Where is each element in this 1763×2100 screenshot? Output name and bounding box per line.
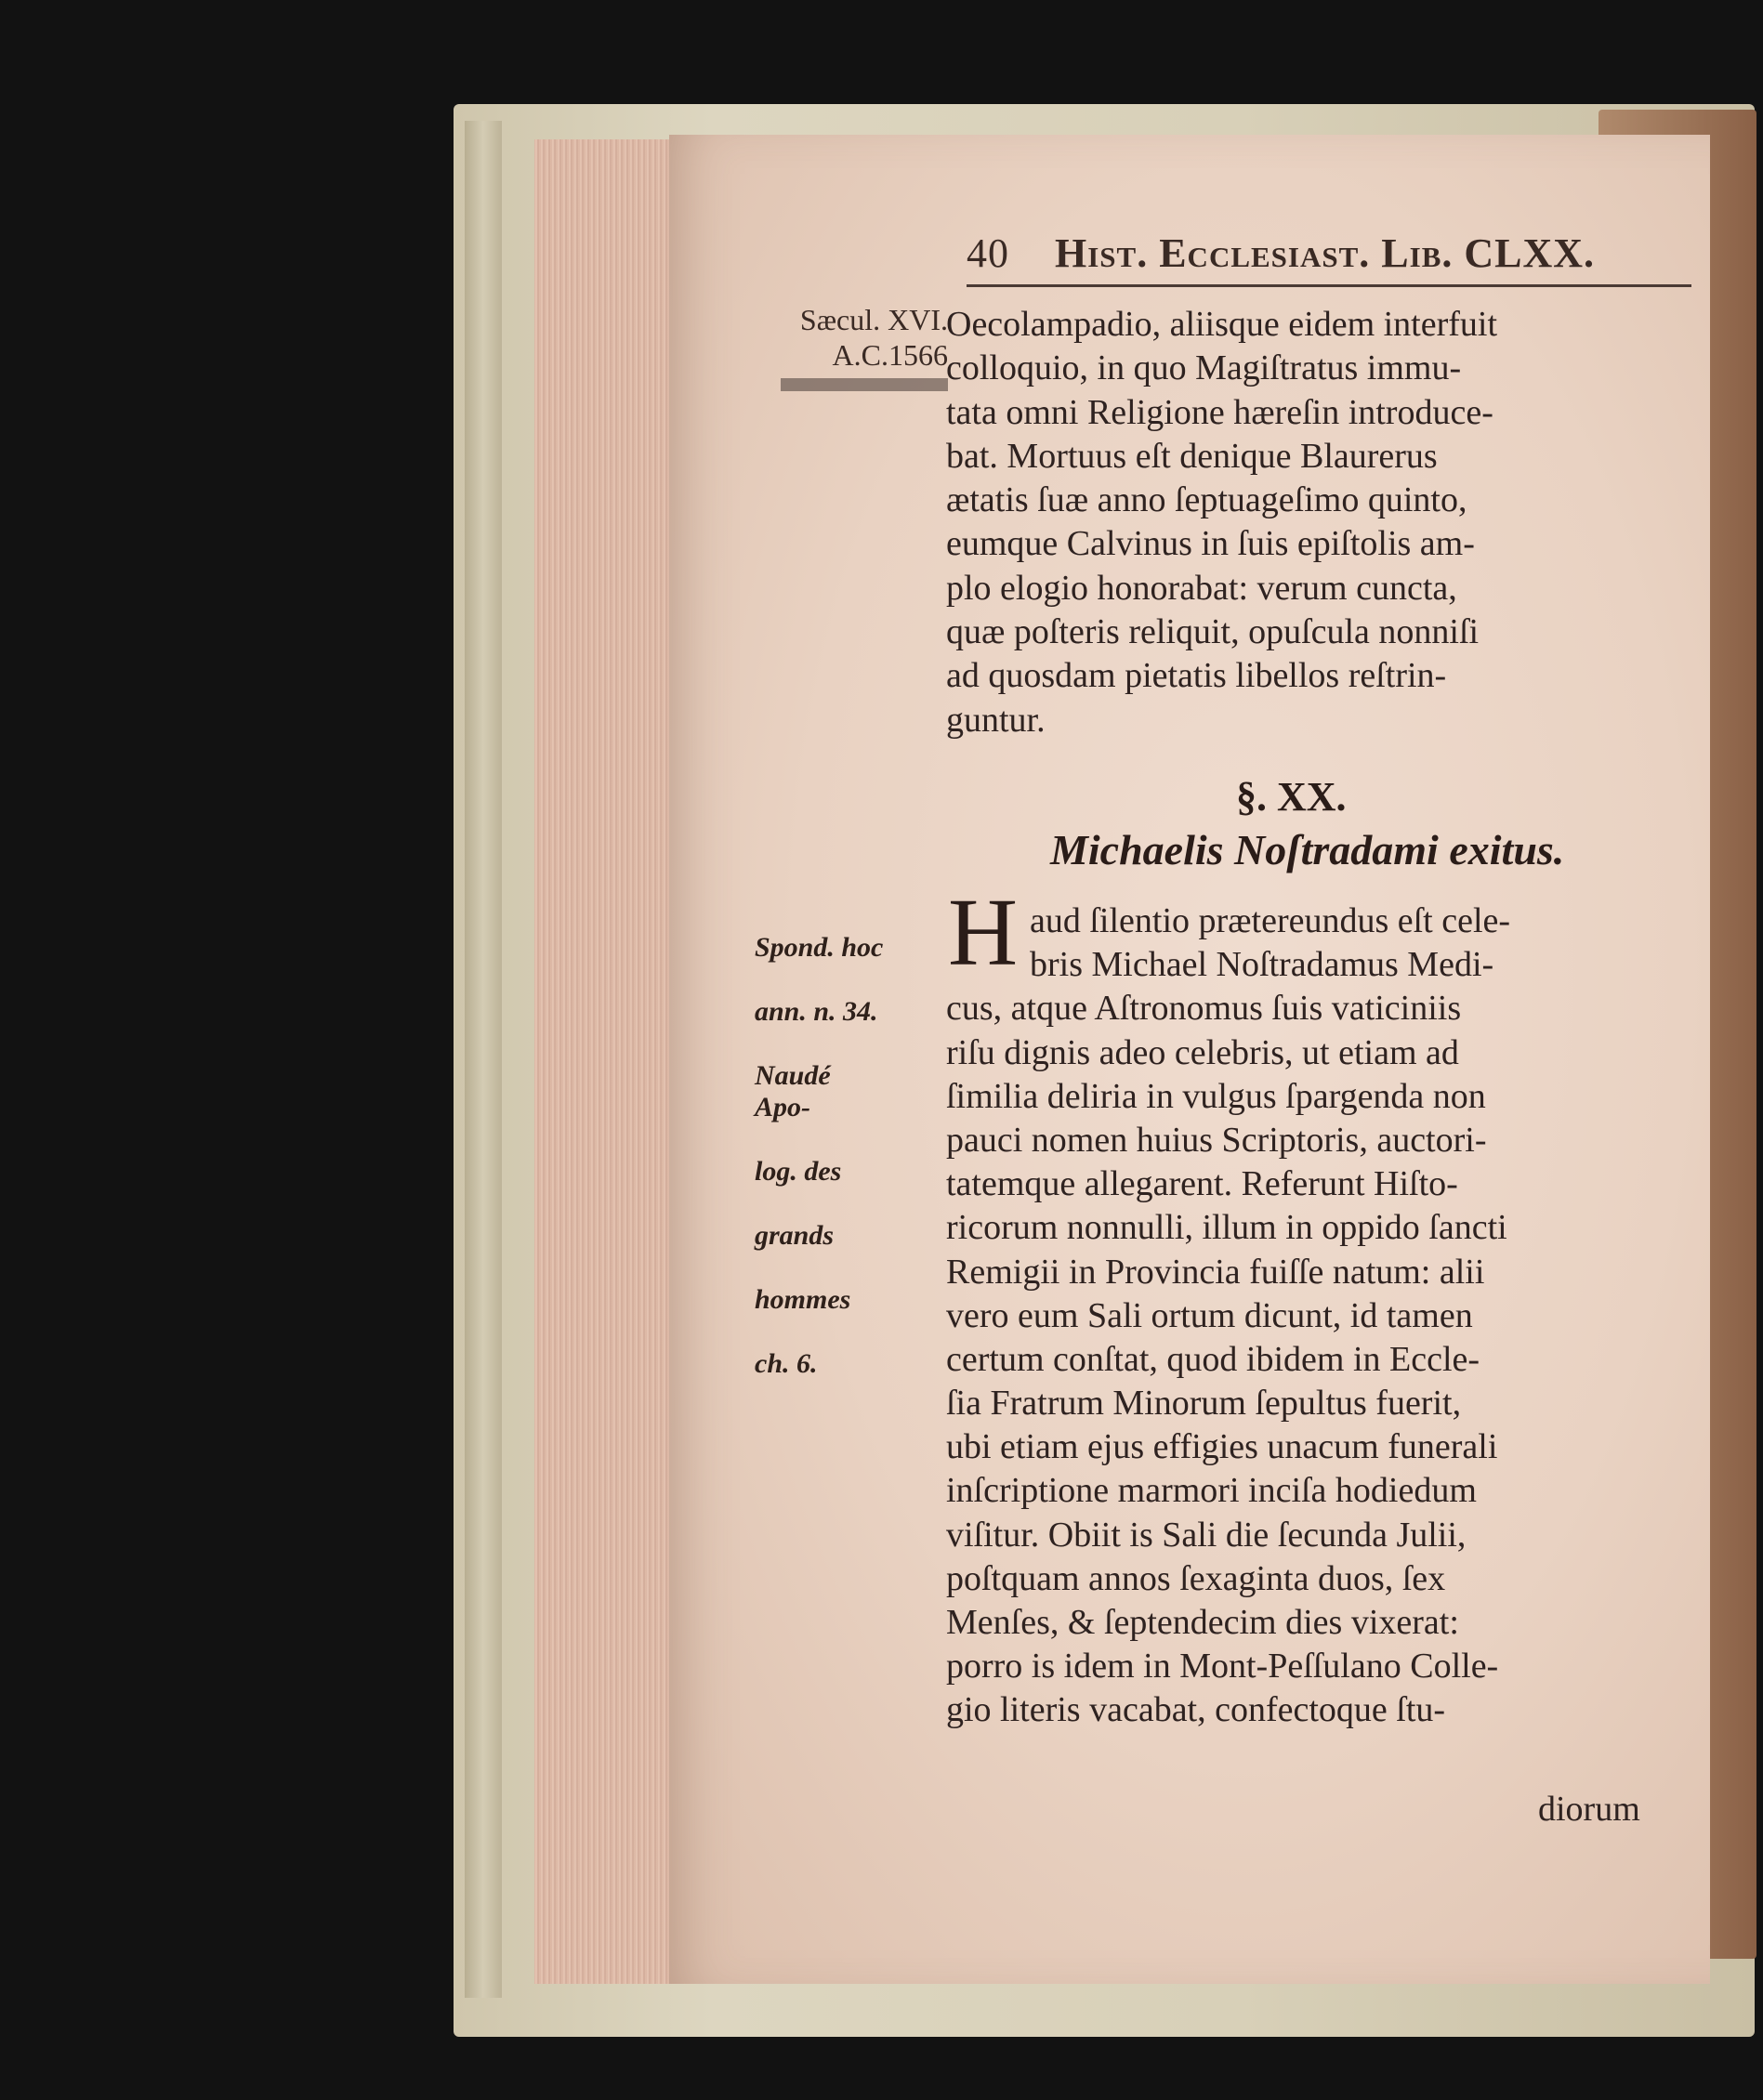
margin-note-line: Spond. hoc	[755, 931, 884, 963]
text-line: tata omni Religione hæreſin introduce-	[946, 392, 1493, 432]
page-edges	[534, 139, 674, 1984]
binding-strip	[465, 121, 502, 1998]
text-line: ad quosdam pietatis libellos reſtrin-	[946, 656, 1447, 696]
text-line: Oecolampadio, aliisque eidem interfuit	[946, 305, 1498, 344]
text-line: guntur.	[946, 700, 1046, 740]
text-line: poſtquam annos ſexaginta duos, ſex	[946, 1558, 1446, 1598]
text-line: ricorum nonnulli, illum in oppido ſancti	[946, 1208, 1507, 1248]
text-line: cus, atque Aſtronomus ſuis vaticiniis	[946, 989, 1462, 1029]
text-line: ætatis ſuæ anno ſeptuageſimo quinto,	[946, 480, 1467, 520]
text-line: Menſes, & ſeptendecim dies vixerat:	[946, 1603, 1459, 1642]
section-number: §. XX.	[1236, 774, 1347, 820]
margin-note-line: Naudé Apo-	[755, 1059, 831, 1122]
text-line: viſitur. Obiit is Sali die ſecunda Julii,	[946, 1515, 1467, 1555]
text-line: tatemque allegarent. Referunt Hiſto-	[946, 1164, 1458, 1204]
text-line: aud ſilentio prætereundus eſt cele-	[1030, 901, 1511, 940]
running-title: Hist. Ecclesiast. Lib. CLXX.	[1055, 230, 1596, 276]
text-line: Remigii in Provincia fuiſſe natum: alii	[946, 1252, 1485, 1292]
drop-cap: H	[948, 879, 1019, 986]
text-line: ſimilia deliria in vulgus ſpargenda non	[946, 1076, 1486, 1116]
margin-note-line: hommes	[755, 1284, 851, 1315]
text-line: quæ poſteris reliquit, opuſcula nonniſi	[946, 612, 1480, 652]
text-line: pauci nomen huius Scriptoris, auctori-	[946, 1120, 1487, 1160]
margin-note-line: ann. n. 34.	[755, 995, 878, 1027]
text-line: inſcriptione marmori inciſa hodiedum	[946, 1471, 1477, 1511]
text-line: bat. Mortuus eſt denique Blaurerus	[946, 436, 1438, 476]
text-line: colloquio, in quo Magiſtratus immu-	[946, 348, 1462, 388]
text-line: vero eum Sali ortum dicunt, id tamen	[946, 1295, 1473, 1335]
page-number: 40	[967, 230, 1009, 276]
text-line: certum conſtat, quod ibidem in Eccle-	[946, 1339, 1480, 1379]
text-line: riſu dignis adeo celebris, ut etiam ad	[946, 1032, 1459, 1072]
text-line: plo elogio honorabat: verum cuncta,	[946, 568, 1457, 608]
ink-smudge	[781, 378, 948, 391]
body-paragraph-2	[946, 899, 1690, 1733]
text-line: porro is idem in Mont-Peſſulano Colle-	[946, 1647, 1499, 1687]
text-line: eumque Calvinus in ſuis epiſtolis am-	[946, 524, 1475, 564]
text-line: gio literis vacabat, confectoque ſtu-	[946, 1690, 1446, 1730]
running-header	[967, 230, 1710, 285]
catchword: diorum	[1538, 1790, 1640, 1829]
margin-note-line: grands	[755, 1220, 835, 1251]
margin-year: A.C.1566	[832, 338, 948, 372]
text-line: ſia Fratrum Minorum ſepultus fuerit,	[946, 1384, 1462, 1424]
text-line: bris Michael Noſtradamus Medi-	[1030, 945, 1494, 985]
margin-date	[762, 302, 948, 391]
margin-century: Sæcul. XVI.	[799, 303, 948, 336]
margin-note-line: ch. 6.	[755, 1348, 818, 1379]
text-line: ubi etiam ejus effigies unacum funerali	[946, 1427, 1498, 1467]
section-title: Michaelis Noſtradami exitus.	[1050, 826, 1565, 873]
body-paragraph-1	[946, 303, 1690, 742]
margin-note	[755, 899, 885, 1412]
margin-note-line: log. des	[755, 1156, 842, 1187]
header-rule	[967, 284, 1691, 287]
